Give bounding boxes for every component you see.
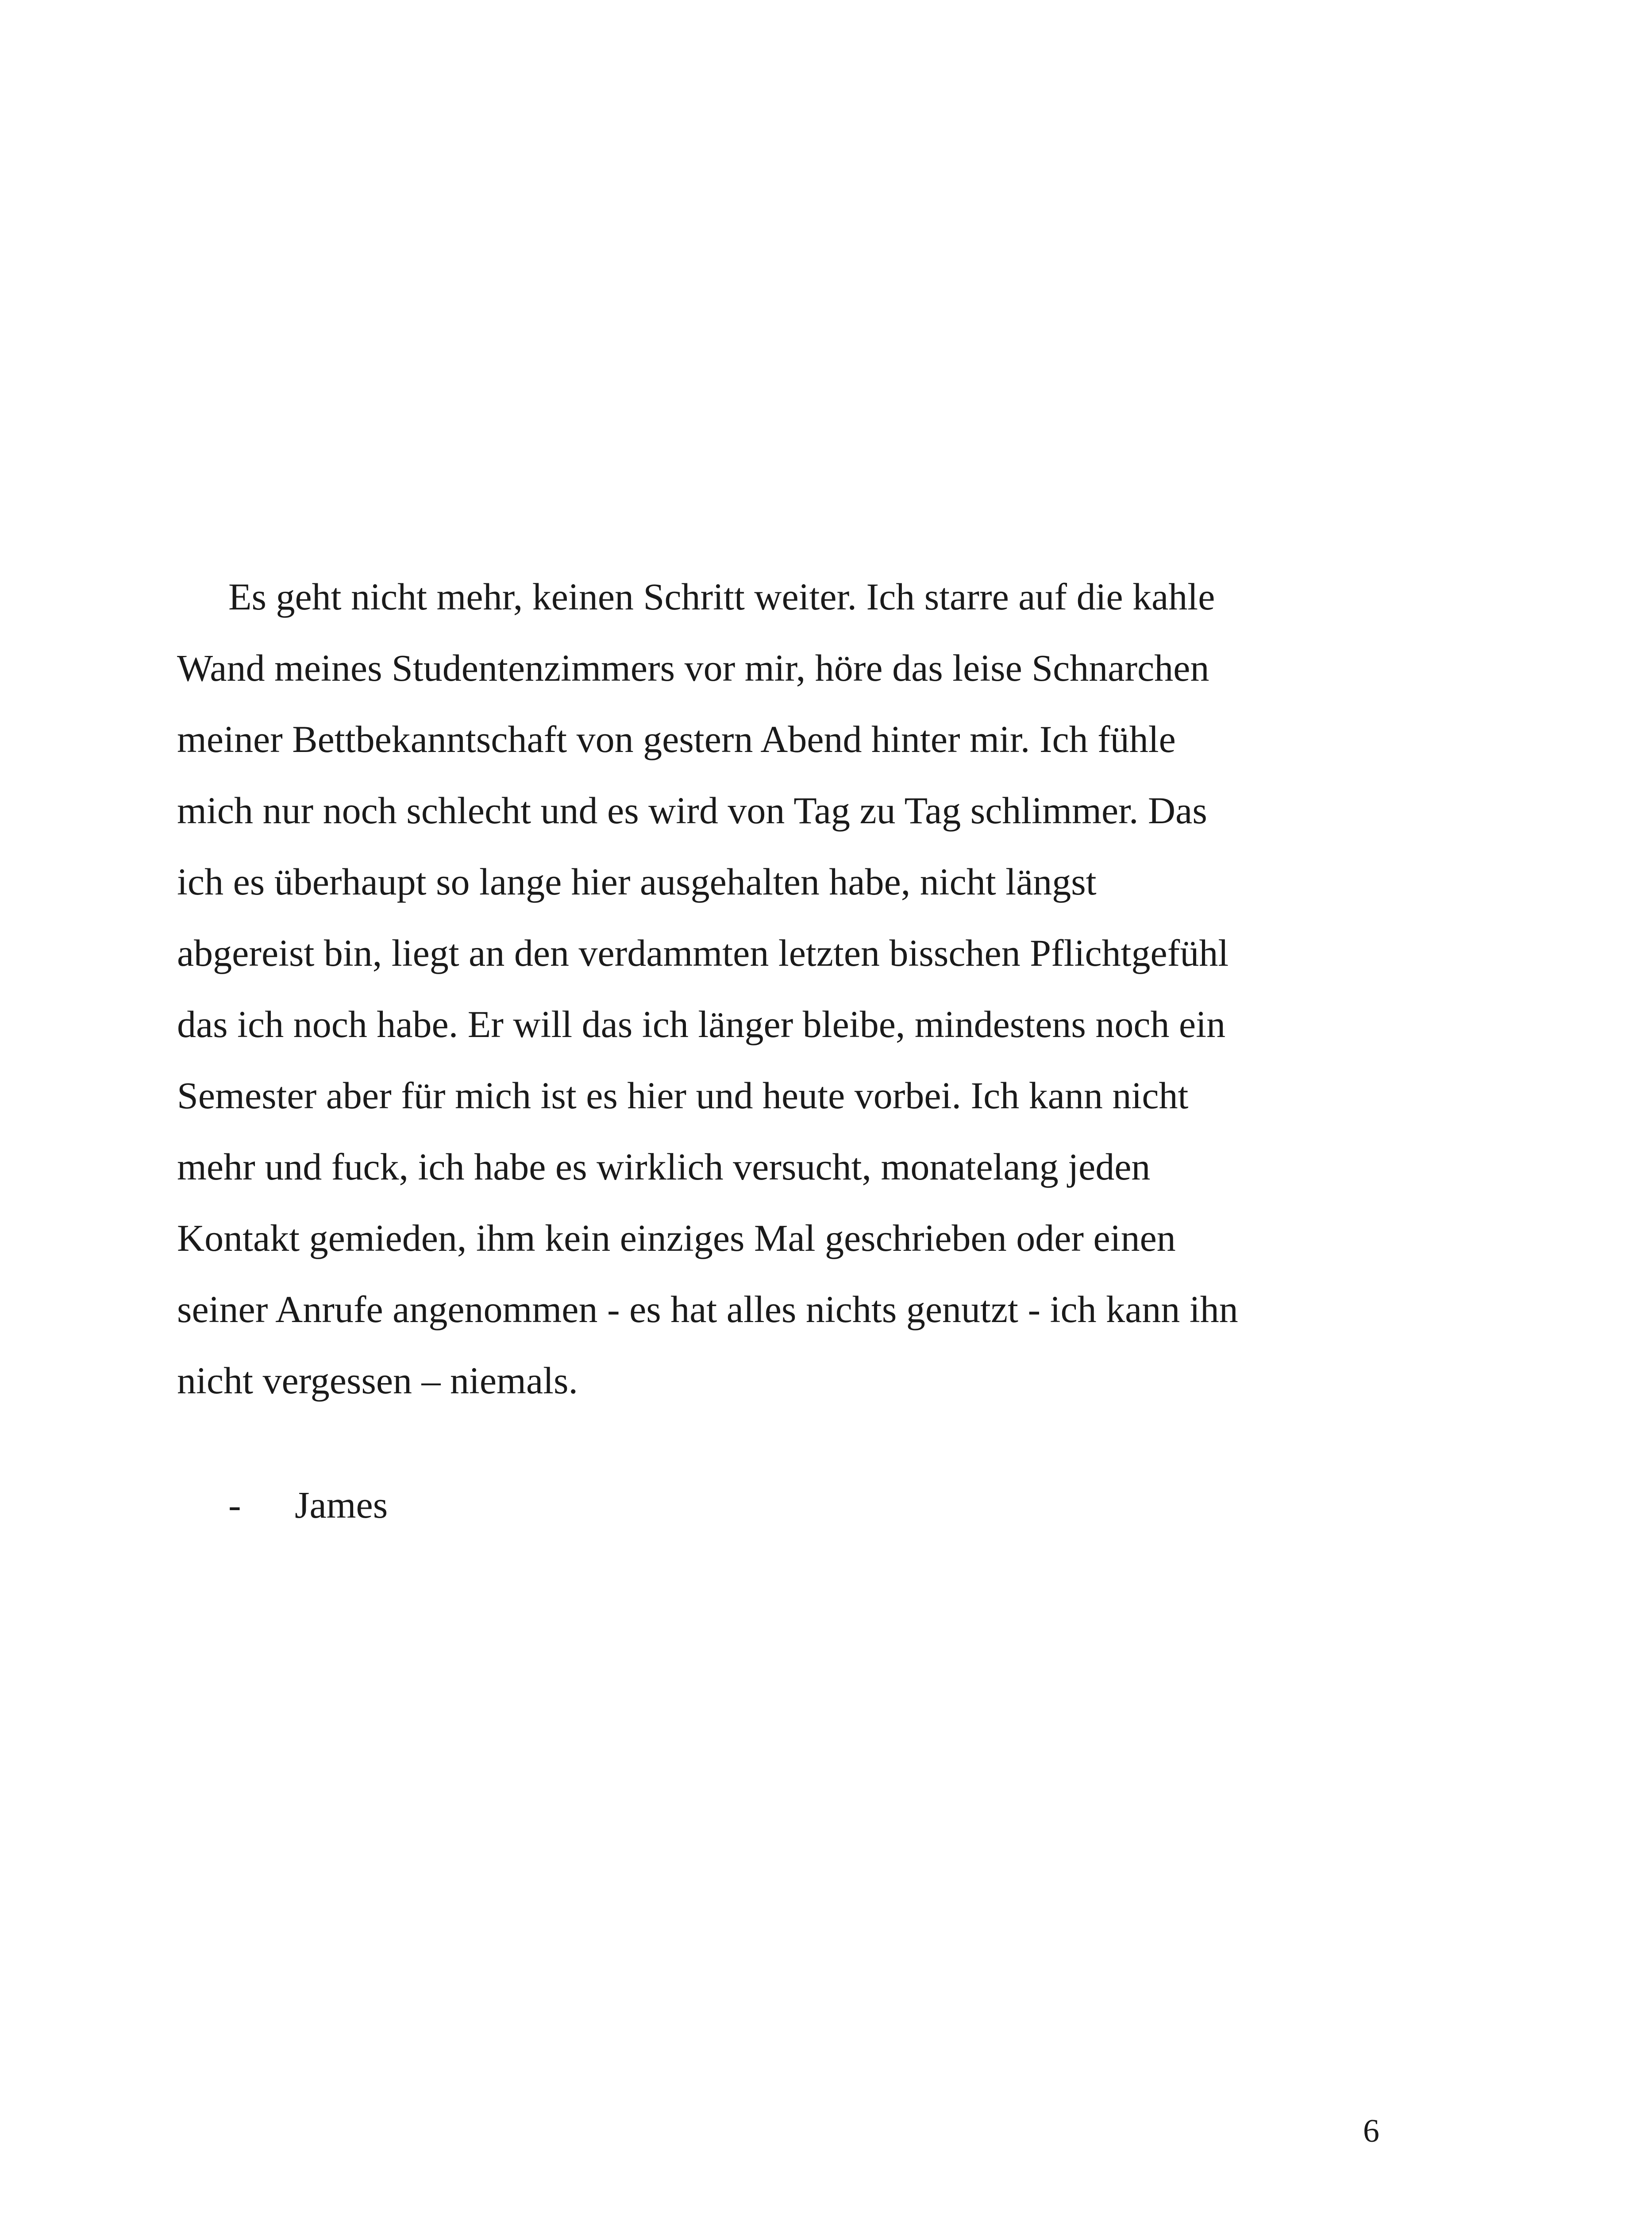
paragraph-line: Es geht nicht mehr, keinen Schritt weiter. Ich starre auf die kahle	[228, 575, 1215, 618]
signature	[228, 1469, 388, 1541]
paragraph-line: ich es überhaupt so lange hier ausgehalten habe, nicht längst	[177, 860, 1097, 903]
body-paragraph	[177, 561, 1398, 1416]
paragraph-line: abgereist bin, liegt an den verdammten letzten bisschen Pflichtgefühl	[177, 932, 1229, 974]
signature-name: James	[295, 1484, 388, 1526]
paragraph-line: das ich noch habe. Er will das ich länger bleibe, mindestens noch ein	[177, 1003, 1226, 1045]
paragraph-line: Wand meines Studentenzimmers vor mir, höre das leise Schnarchen	[177, 647, 1209, 689]
paragraph-line: seiner Anrufe angenommen - es hat alles nichts genutzt - ich kann ihn	[177, 1288, 1238, 1330]
paragraph-line: meiner Bettbekanntschaft von gestern Abend hinter mir. Ich fühle	[177, 718, 1176, 760]
page-number: 6	[1363, 2113, 1379, 2149]
signature-dash: -	[228, 1484, 241, 1526]
paragraph-line: mich nur noch schlecht und es wird von Tag zu Tag schlimmer. Das	[177, 789, 1207, 832]
paragraph-line: mehr und fuck, ich habe es wirklich versucht, monatelang jeden	[177, 1145, 1151, 1188]
paragraph-line: nicht vergessen – niemals.	[177, 1359, 578, 1402]
paragraph-line: Kontakt gemieden, ihm kein einziges Mal geschrieben oder einen	[177, 1217, 1176, 1259]
paragraph-line: Semester aber für mich ist es hier und heute vorbei. Ich kann nicht	[177, 1074, 1189, 1117]
